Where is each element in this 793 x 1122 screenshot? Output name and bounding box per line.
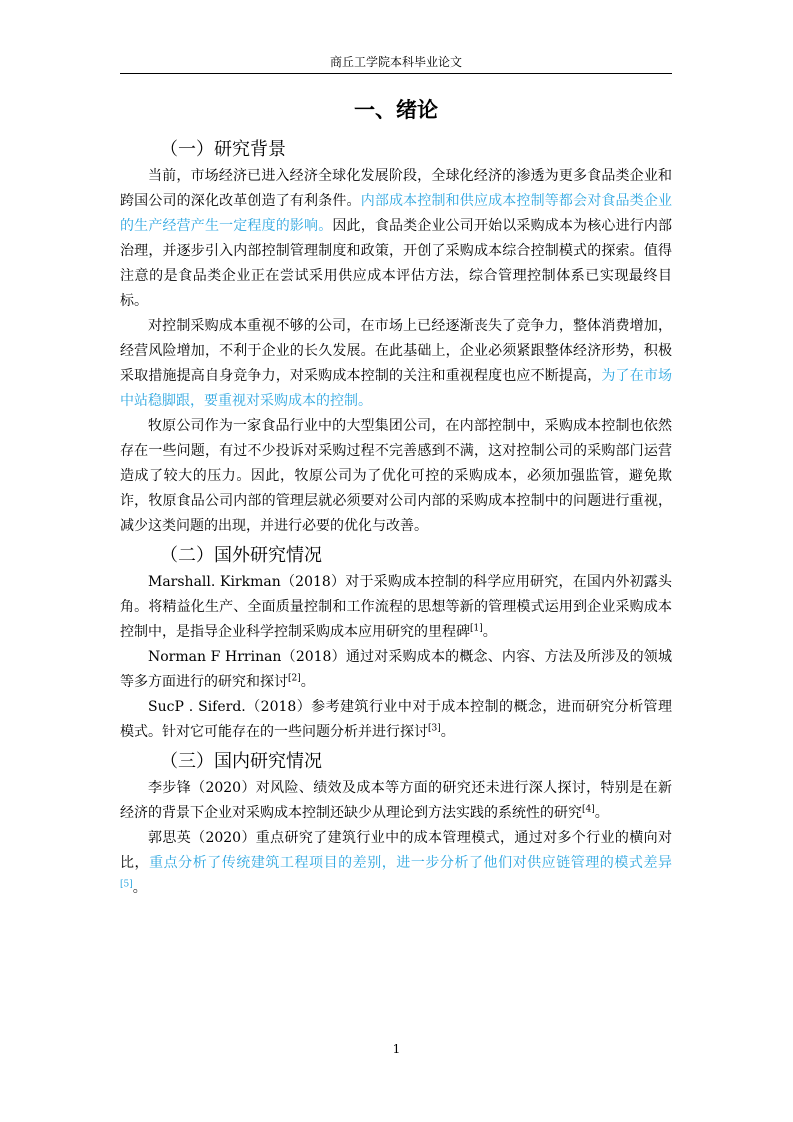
paragraph — [120, 164, 672, 314]
citation-ref: [2] — [288, 673, 301, 684]
paragraph-text: SucP . Siferd.（2018）参考建筑行业中对于成本控制的概念，进而研究分析管理模式。针对它可能存在的一些问题分析并进行探讨 — [120, 699, 672, 740]
citation-ref: [3] — [428, 723, 441, 734]
highlighted-text: 为了在市场中站稳脚跟，要重视对采购成本的控制。 — [120, 368, 673, 409]
citation-ref: [4] — [582, 804, 595, 815]
paragraph-end: 。 — [300, 674, 315, 690]
paragraph-text: 当前，市场经济已进入经济全球化发展阶段，全球化经济的渗透为更多食品类企业和跨国公司的深化改革创造了有利条件。 — [120, 168, 672, 209]
paragraph-text: 因此，食品类企业公司开始以采购成本为核心进行内部治理，并逐步引入内部控制管理制度和政策，开创了采购成本综合控制模式的探索。值得注意的是食品类企业正在尝试采用供应成本评估方法，综合管理控制体系已实现最终目标。 — [120, 218, 673, 309]
highlighted-text: 重点分析了传统建筑工程项目的差别，进一步分析了他们对供应链管理的模式差异 — [149, 855, 673, 871]
paragraph-text: 李步锋（2020）对风险、绩效及成本等方面的研究还未进行深人探讨，特别是在新经济的背景下企业对采购成本控制还缺少从理论到方法实践的系统性的研究 — [120, 780, 672, 821]
paragraph — [120, 570, 672, 645]
paragraph-end: 。 — [482, 624, 497, 640]
paragraph — [120, 695, 672, 745]
paragraph-end: 。 — [594, 805, 609, 821]
paragraph-text: 郭思英（2020）重点研究了建筑行业中的成本管理模式，通过对多个行业的横向对比， — [120, 830, 672, 871]
paragraph-end: 。 — [440, 724, 455, 740]
running-header: 商丘工学院本科毕业论文 — [329, 55, 462, 69]
paragraph-text: Norman F Hrrinan（2018）通过对采购成本的概念、内容、方法及所涉及的领城等多方面进行的研究和探讨 — [120, 649, 672, 690]
paragraph-text: 对控制采购成本重视不够的公司，在市场上已经逐渐丧失了竞争力，整体消费增加，经营风险增加，不利于企业的长久发展。在此基础上，企业必须紧跟整体经济形势，积极采取措施提高自身竞争力，对采购成本控制的关注和重视程度也应不断提高， — [120, 318, 672, 384]
page-number: 1 — [392, 1042, 401, 1056]
section-heading-background: （一）研究背景 — [160, 139, 286, 160]
paragraph — [120, 645, 672, 695]
section-heading-domestic-research: （三）国内研究情况 — [160, 751, 322, 772]
paragraph — [120, 826, 672, 901]
citation-ref: [5] — [120, 879, 133, 890]
highlighted-text: 内部成本控制和供应成本控制等都会对食品类企业的生产经营产生一定程度的影响。 — [120, 193, 673, 234]
paragraph — [120, 776, 672, 826]
paragraph: 牧原公司作为一家食品行业中的大型集团公司，在内部控制中，采购成本控制也依然存在一些问题，有过不少投诉对采购过程不完善感到不满，这对控制公司的采购部门运营造成了较大的压力。因此，牧原公司为了优化可控的采购成本，必须加强监管，避免欺诈，牧原食品公司内部的管理层就必须要对公司内部的采购成本控制中的问题进行重视，减少这类问题的出现，并进行必要的优化与改善。 — [120, 418, 672, 534]
section-heading-foreign-research: （二）国外研究情况 — [160, 545, 322, 566]
citation-ref: [1] — [470, 623, 483, 634]
paragraph — [120, 314, 672, 414]
paragraph-end: 。 — [132, 880, 147, 896]
chapter-title: 一、绪论 — [354, 97, 438, 122]
paragraph-text: Marshall. Kirkman（2018）对于采购成本控制的科学应用研究，在国内外初露头角。将精益化生产、全面质量控制和工作流程的思想等新的管理模式运用到企业采购成本控制中，是指导企业科学控制采购成本应用研究的里程碑 — [120, 574, 672, 640]
header-rule — [120, 73, 672, 74]
page-body — [120, 96, 672, 901]
